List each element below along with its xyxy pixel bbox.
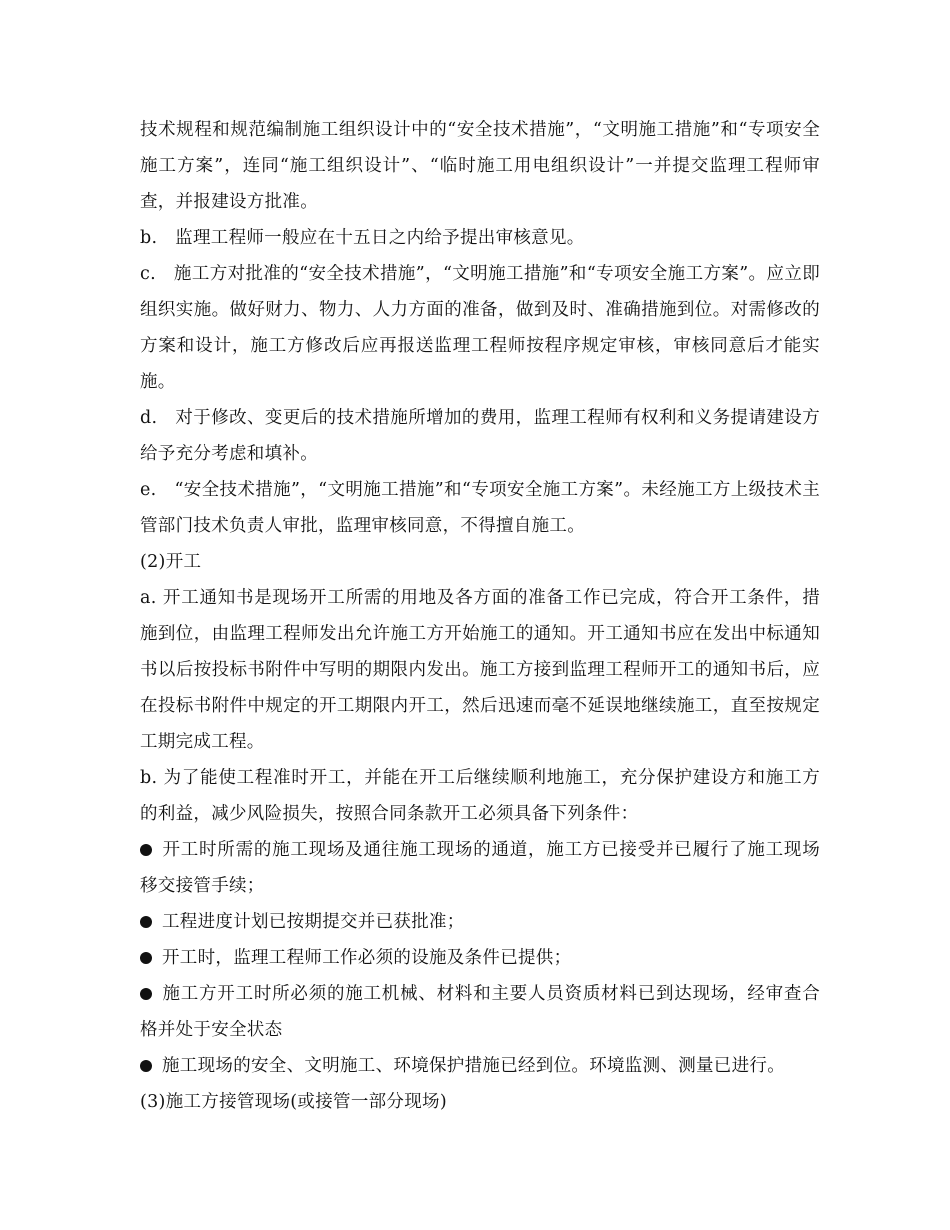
bullet-dot-icon	[140, 1060, 152, 1072]
paragraph-text: c. 施工方对批准的“安全技术措施”，“文明施工措施”和“专项安全施工方案”。应立即组织实施。做好财力、物力、人力方面的准备，做到及时、准确措施到位。对需修改的方案和设计，施工方修改后应再报送监理工程师按程序规定审核，审核同意后才能实施。	[140, 264, 820, 392]
paragraph-text: d. 对于修改、变更后的技术措施所增加的费用，监理工程师有权利和义务提请建设方给予充分考虑和填补。	[140, 408, 820, 464]
paragraph-text: b. 为了能使工程准时开工，并能在开工后继续顺利地施工，充分保护建设方和施工方的利益，减少风险损失，按照合同条款开工必须具备下列条件：	[140, 768, 820, 824]
paragraph-text: a. 开工通知书是现场开工所需的用地及各方面的准备工作已完成，符合开工条件，措施到位，由监理工程师发出允许施工方开始施工的通知。开工通知书应在发出中标通知书以后按投标书附件中写明的期限内发出。施工方接到监理工程师开工的通知书后，应在投标书附件中规定的开工期限内开工，然后迅速而毫不延误地继续施工，直至按规定工期完成工程。	[140, 588, 820, 752]
bullet-dot-icon	[140, 952, 152, 964]
bullet-text: 施工现场的安全、文明施工、环境保护措施已经到位。环境监测、测量已进行。	[162, 1056, 785, 1076]
bullet-text: 施工方开工时所必须的施工机械、材料和主要人员资质材料已到达现场，经审查合格并处于安全状态	[140, 984, 820, 1040]
document-body	[140, 112, 820, 1120]
section-heading: (2)开工	[140, 552, 202, 572]
bullet-item	[140, 1048, 820, 1084]
bullet-item	[140, 904, 820, 940]
paragraph-text: e. “安全技术措施”，“文明施工措施”和“专项安全施工方案”。未经施工方上级技术主管部门技术负责人审批，监理审核同意，不得擅自施工。	[140, 480, 820, 536]
bullet-item	[140, 940, 820, 976]
section-heading: (3)施工方接管现场(或接管一部分现场)	[140, 1092, 447, 1112]
bullet-dot-icon	[140, 988, 152, 1000]
bullet-text: 开工时，监理工程师工作必须的设施及条件已提供；	[162, 948, 572, 968]
bullet-item	[140, 976, 820, 1048]
bullet-dot-icon	[140, 844, 152, 856]
bullet-item	[140, 832, 820, 904]
bullet-dot-icon	[140, 916, 152, 928]
bullet-text: 工程进度计划已按期提交并已获批准；	[162, 912, 465, 932]
paragraph-text: 技术规程和规范编制施工组织设计中的“安全技术措施”，“文明施工措施”和“专项安全施工方案”，连同“施工组织设计”、“临时施工用电组织设计”一并提交监理工程师审查，并报建设方批准。	[140, 120, 820, 212]
paragraph-text: b. 监理工程师一般应在十五日之内给予提出审核意见。	[140, 228, 585, 248]
bullet-text: 开工时所需的施工现场及通往施工现场的通道，施工方已接受并已履行了施工现场移交接管手续；	[140, 840, 820, 896]
